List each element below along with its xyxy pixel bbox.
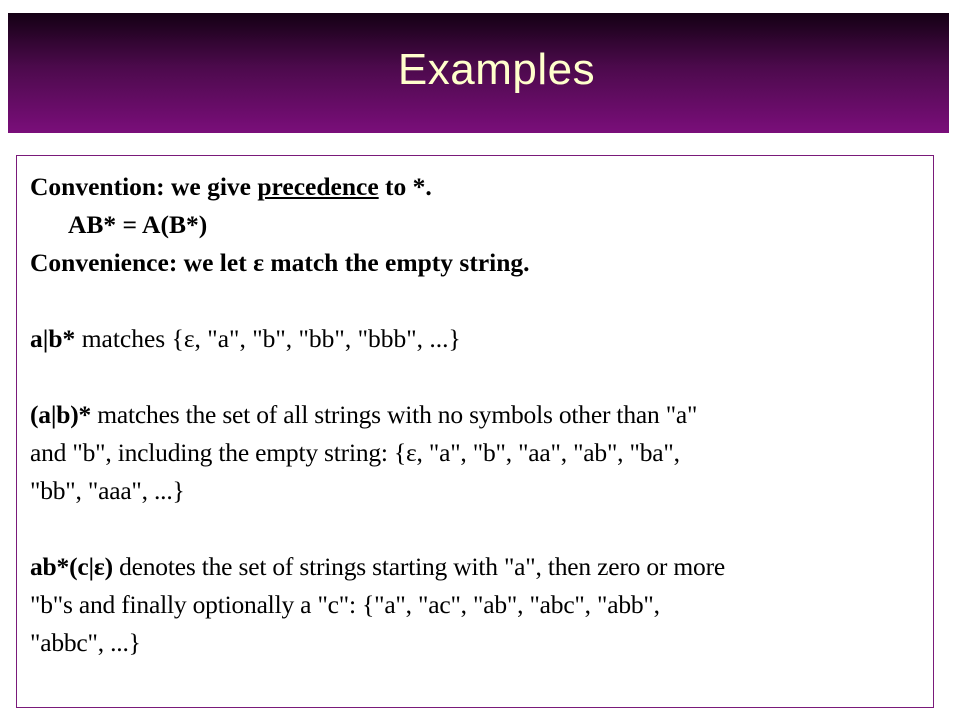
example2-desc-1: matches the set of all strings with no symbols other than "a": [91, 400, 698, 429]
example1-line: [30, 320, 933, 358]
spacer: [30, 510, 933, 548]
example3-desc-1: denotes the set of strings starting with "a", then zero or more: [112, 552, 725, 581]
example1-expr: a|b*: [30, 324, 76, 353]
spacer: [30, 282, 933, 320]
example3-expr: ab*(c|ε): [30, 552, 113, 581]
example3-line2: "b"s and finally optionally a "c": {"a", "ac", "ab", "abc", "abb",: [30, 590, 660, 619]
example2-expr: (a|b)*: [30, 400, 92, 429]
example3-line1: [30, 548, 933, 586]
example3-line3: "abbc", ...}: [30, 628, 141, 657]
title-bar: [8, 13, 949, 133]
convention-line: [30, 168, 933, 206]
example2-line1: [30, 396, 933, 434]
convention-example: AB* = A(B*): [68, 210, 208, 239]
spacer: [30, 358, 933, 396]
content-box: [16, 155, 934, 708]
example2-line3: "bb", "aaa", ...}: [30, 476, 185, 505]
example1-desc: matches {ε, "a", "b", "bb", "bbb", ...}: [75, 324, 461, 353]
convention-prefix: Convention: we give: [30, 172, 258, 201]
convention-keyword: precedence: [257, 172, 379, 201]
convenience-line: Convenience: we let ε match the empty string.: [30, 248, 530, 277]
slide-title: Examples: [397, 45, 596, 94]
example2-line2: and "b", including the empty string: {ε, "a", "b", "aa", "ab", "ba",: [30, 438, 680, 467]
convention-suffix: to *.: [378, 172, 432, 201]
